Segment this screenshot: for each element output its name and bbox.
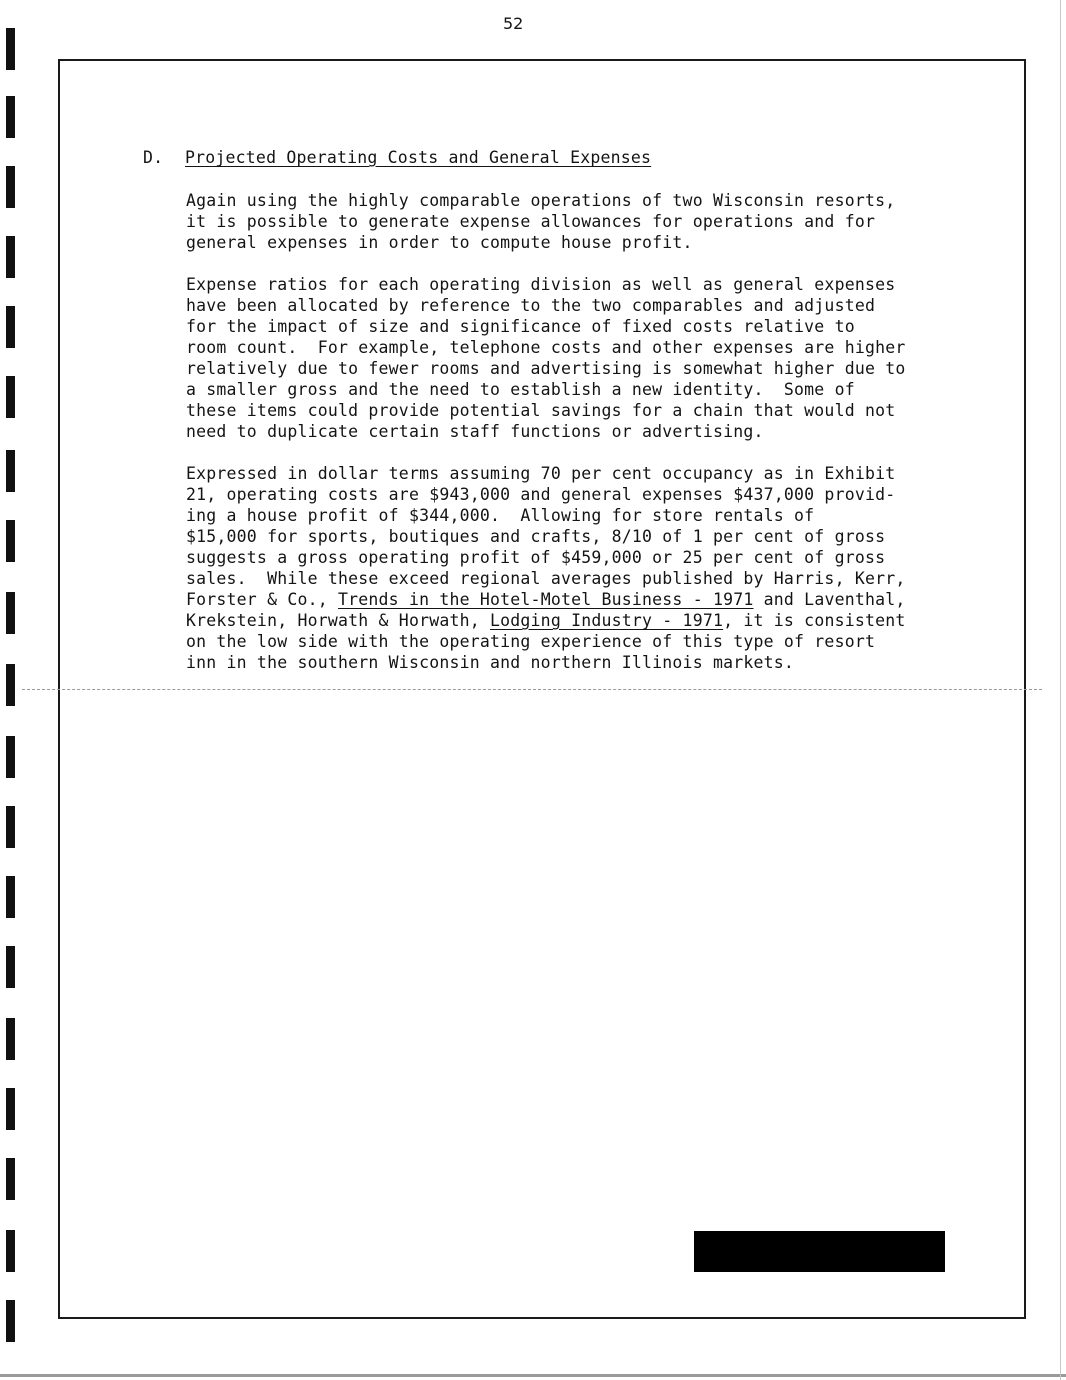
binding-mark [6,806,15,848]
text-line: Again using the highly comparable operations of two Wisconsin resorts, [186,191,896,210]
text-fragment: Krekstein, Horwath & Horwath, [186,611,491,630]
text-fragment: Forster & Co., [186,590,339,609]
binding-mark [6,1088,15,1130]
text-line: sales. While these exceed regional averages published by Harris, Kerr, [186,569,906,588]
text-line [186,589,956,610]
text-line: on the low side with the operating experience of this type of resort [186,632,876,651]
paragraph-1 [186,190,956,253]
binding-mark [6,946,15,988]
text-line: 21, operating costs are $943,000 and general expenses $437,000 provid- [186,485,896,504]
binding-mark [6,28,15,70]
text-line: it is possible to generate expense allowances for operations and for [186,212,876,231]
binding-mark [6,1018,15,1060]
binding-mark [6,306,15,348]
binding-mark [6,1158,15,1200]
text-line: a smaller gross and the need to establish a new identity. Some of [186,380,855,399]
binding-mark [6,236,15,278]
text-line: inn in the southern Wisconsin and northern Illinois markets. [186,653,795,672]
text-line: need to duplicate certain staff functions or advertising. [186,422,764,441]
section-letter: D. [143,148,164,167]
binding-mark [6,736,15,778]
text-line: for the impact of size and significance of fixed costs relative to [186,317,855,336]
binding-mark [6,450,15,492]
scan-bottom-edge [0,1374,1066,1377]
binding-mark [6,376,15,418]
section-title: Projected Operating Costs and General Expenses [185,148,652,167]
binding-mark [6,520,15,562]
binding-mark [6,592,15,634]
binding-mark [6,876,15,918]
binding-mark [6,664,15,706]
text-line [186,610,956,631]
redaction-block [694,1231,945,1272]
text-line: Expense ratios for each operating division as well as general expenses [186,275,896,294]
text-fragment: , it is consistent [723,611,906,630]
text-fragment: and Laventhal, [753,590,906,609]
scan-right-edge [1060,0,1061,1380]
text-line: Expressed in dollar terms assuming 70 per cent occupancy as in Exhibit [186,464,896,483]
paragraph-3 [186,463,956,673]
text-line: ing a house profit of $344,000. Allowing for store rentals of [186,506,815,525]
binding-mark [6,1230,15,1272]
binding-mark [6,96,15,138]
text-line: relatively due to fewer rooms and advertising is somewhat higher due to [186,359,906,378]
binding-mark [6,1300,15,1342]
text-line: $15,000 for sports, boutiques and crafts, 8/10 of 1 per cent of gross [186,527,886,546]
page-number: 52 [503,14,524,33]
binding-mark [6,166,15,208]
publication-title: Lodging Industry - 1971 [490,611,724,630]
text-line: room count. For example, telephone costs and other expenses are higher [186,338,906,357]
text-line: general expenses in order to compute house profit. [186,233,693,252]
section-heading [143,148,651,167]
publication-title: Trends in the Hotel-Motel Business - 1971 [338,590,754,609]
text-line: suggests a gross operating profit of $459,000 or 25 per cent of gross [186,548,886,567]
paragraph-2 [186,274,956,442]
scan-artifact-line [22,689,1042,690]
text-line: have been allocated by reference to the two comparables and adjusted [186,296,876,315]
text-line: these items could provide potential savings for a chain that would not [186,401,896,420]
